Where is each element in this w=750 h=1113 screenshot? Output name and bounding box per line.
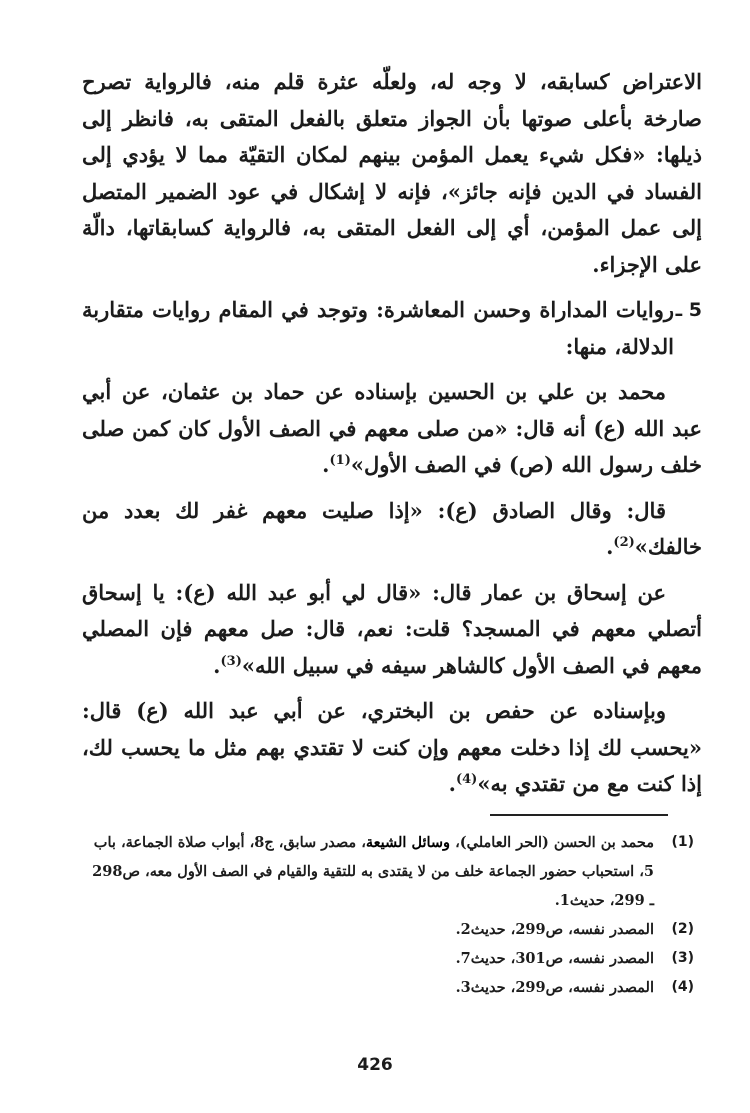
paragraph-1: الاعتراض كسابقه، لا وجه له، ولعلّه عثرة قلم منه، فالرواية تصرح صارخة بأعلى صوتها بأن الجواز متعلق بالفعل المتقى به، فانظر إلى ذيلها: «فكل شيء يعمل المؤمن بينهم لمكان التقيّة مما لا يؤدي إلى الفساد في الدين فإنه جائز»، فإنه لا إشكال في عود الضمير المتصل إلى عمل المؤمن، أي إلى الفعل المتقى به، فالرواية كسابقاتها، دالّة على الإجزاء. <box>82 69 702 277</box>
footnote-ref-1: (1) <box>329 453 351 468</box>
footnote-4 <box>92 973 702 1002</box>
page-number: 426 <box>357 1055 393 1075</box>
footnote-ref-4: (4) <box>455 772 478 787</box>
footnotes <box>92 828 702 1002</box>
paragraph-5 <box>82 693 702 803</box>
footnote-number: (3) <box>671 950 694 966</box>
paragraph-4-text: عن إسحاق بن عمار قال: «قال لي أبو عبد الله (ع): يا إسحاق أتصلي معهم في المسجد؟ قلت: نعم، قال: صل معهم فإن المصلي معهم في الصف الأول كالشاهر سيفه في سبيل الله» <box>82 579 702 678</box>
footnote-text: المصدر نفسه، ص301، حديث7. <box>455 950 654 967</box>
paragraph-3 <box>82 493 702 566</box>
main-text <box>82 64 702 803</box>
footnote-number: (4) <box>671 979 694 995</box>
footnote-3 <box>92 944 702 973</box>
paragraph-2 <box>82 374 702 484</box>
paragraph-2-text: محمد بن علي بن الحسين بإسناده عن حماد بن عثمان، عن أبي عبد الله (ع) أنه قال: «من صلى معهم في الصف الأول كان كمن صلى خلف رسول الله (ص) في الصف الأول» <box>82 379 702 477</box>
footnote-number: (1) <box>671 834 694 850</box>
footnote-2 <box>92 915 702 944</box>
paragraph-3-text: قال: وقال الصادق (ع): «إذا صليت معهم غفر لك بعدد من خالفك» <box>82 497 702 559</box>
footnote-ref-2: (2) <box>613 535 635 550</box>
footnote-text <box>92 828 654 915</box>
footnote-author: محمد بن الحسن (الحر العاملي)، <box>450 834 654 851</box>
list-item-number: 5 ـ <box>675 299 702 321</box>
footnote-book-title: وسائل الشيعة <box>365 834 451 851</box>
paragraph-5-text: وبإسناده عن حفص بن البختري، عن أبي عبد الله (ع) قال: «يحسب لك إذا دخلت معهم وإن كنت لا تقتدي بهم مثل ما يحسب لك، إذا كنت مع من تقتدي به» <box>82 698 702 796</box>
footnote-ref-3: (3) <box>220 653 242 669</box>
footnote-1 <box>92 828 702 915</box>
paragraph-4 <box>82 575 702 685</box>
end-dot: . <box>606 534 614 559</box>
end-dot: . <box>213 652 221 678</box>
footnote-details: ، مصدر سابق، ج8، أبواب صلاة الجماعة، باب 5، استحباب حضور الجماعة خلف من لا يقتدى به للتقية والقيام في الصف الأول معه، ص298 ـ 299، حديث1. <box>92 834 654 909</box>
end-dot: . <box>322 452 330 477</box>
footnote-number: (2) <box>671 921 694 937</box>
footnote-text: المصدر نفسه، ص299، حديث2. <box>455 921 654 938</box>
footnote-text: المصدر نفسه، ص299، حديث3. <box>455 979 654 996</box>
list-item-5 <box>82 292 702 365</box>
footnote-divider <box>490 814 668 816</box>
list-item-text: روايات المداراة وحسن المعاشرة: وتوجد في المقام روايات متقاربة الدلالة، منها: <box>82 297 674 359</box>
end-dot: . <box>448 771 456 796</box>
